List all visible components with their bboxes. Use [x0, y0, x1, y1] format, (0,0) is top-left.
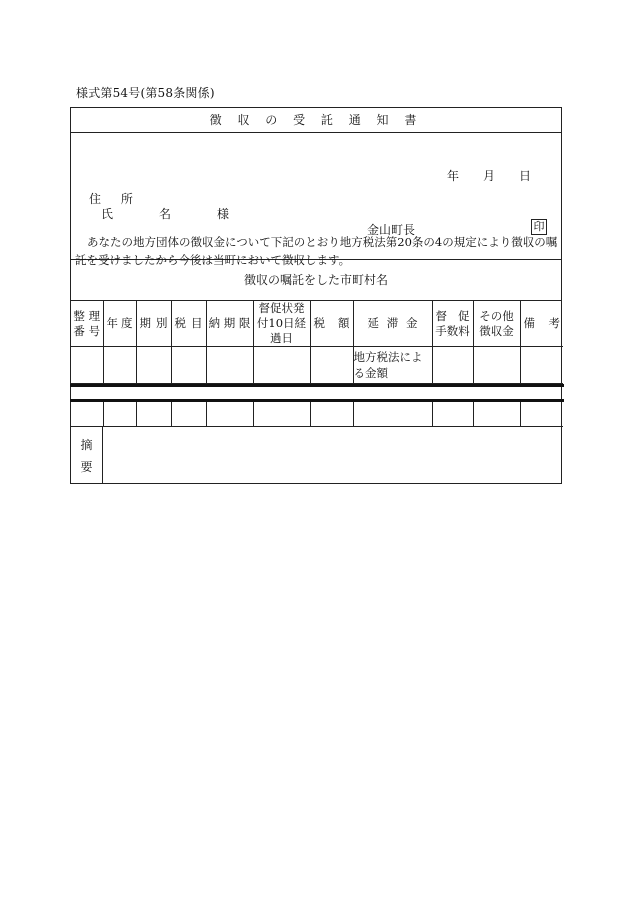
- cell-zeigaku[interactable]: [310, 347, 353, 384]
- col-other-top: その他: [479, 308, 514, 323]
- cell-entai-note: 地方税法による金額: [353, 347, 432, 384]
- table-row: [71, 402, 563, 427]
- col-entai-a: 延: [367, 316, 379, 330]
- name-sama: 様: [216, 207, 229, 221]
- col-nouki: 納 期 限: [206, 301, 253, 347]
- day-label: 日: [518, 169, 531, 183]
- col-entai-c: 金: [406, 316, 418, 330]
- omission-break: [71, 384, 561, 402]
- col-zeimoku-b: 目: [191, 316, 203, 330]
- cell-fee[interactable]: [432, 402, 473, 427]
- memo-section: [71, 427, 561, 483]
- month-label: 月: [482, 169, 495, 183]
- cell-tokusoku[interactable]: [253, 347, 310, 384]
- cell-zeimoku[interactable]: [171, 402, 206, 427]
- name-line: [101, 205, 229, 222]
- name-mei: 名: [158, 207, 171, 221]
- col-seiri-top: 整 理: [73, 308, 101, 323]
- col-fee-bottom: 手数料: [435, 323, 470, 338]
- col-fee-a: 督: [435, 308, 447, 323]
- form-title: 徴 収 の 受 託 通 知 書: [71, 108, 561, 133]
- col-biko-a: 備: [523, 316, 535, 330]
- col-tokusoku-1: 督促状発: [258, 301, 305, 315]
- col-zeimoku-a: 税: [174, 316, 186, 330]
- requesting-municipality-label: 徴収の嘱託をした市町村名: [71, 260, 561, 301]
- cell-seiri[interactable]: [71, 402, 103, 427]
- cell-other[interactable]: [473, 402, 520, 427]
- col-tokusoku-3: 過日: [270, 331, 293, 345]
- cell-nouki[interactable]: [206, 402, 253, 427]
- col-kibetsu-b: 別: [156, 316, 168, 330]
- cell-kibetsu[interactable]: [136, 402, 171, 427]
- cell-kibetsu[interactable]: [136, 347, 171, 384]
- col-tokusoku: [253, 301, 310, 347]
- cell-other[interactable]: [473, 347, 520, 384]
- cell-entai[interactable]: [353, 402, 432, 427]
- address-label: 住 所: [89, 192, 141, 206]
- col-kibetsu: [136, 301, 171, 347]
- col-entai-b: 滞: [386, 316, 399, 330]
- col-nendo: [103, 301, 136, 347]
- cell-zeigaku[interactable]: [310, 402, 353, 427]
- table-header-row: [71, 301, 563, 347]
- seal-stamp: 印: [531, 219, 547, 235]
- col-zeigaku: [310, 301, 353, 347]
- cell-fee[interactable]: [432, 347, 473, 384]
- col-kibetsu-a: 期: [139, 316, 151, 330]
- memo-label-b: 要: [80, 459, 93, 474]
- col-biko-b: 考: [548, 316, 560, 330]
- form-number-label: 様式第54号(第58条関係): [76, 86, 215, 100]
- mayor-title: 金山町長: [367, 223, 416, 237]
- cell-biko[interactable]: [520, 402, 563, 427]
- table-row: [71, 347, 563, 384]
- col-nendo-a: 年: [106, 316, 118, 330]
- cell-zeimoku[interactable]: [171, 347, 206, 384]
- col-nendo-b: 度: [121, 316, 133, 330]
- cell-nendo[interactable]: [103, 347, 136, 384]
- year-label: 年: [447, 169, 460, 183]
- notice-section: [71, 133, 561, 267]
- col-zeigaku-a: 税: [313, 316, 325, 330]
- cell-nendo[interactable]: [103, 402, 136, 427]
- memo-label: [71, 427, 103, 483]
- date-line: [447, 167, 531, 184]
- break-line-bottom: [70, 399, 564, 402]
- notice-body-text: あなたの地方団体の徴収金について下記のとおり地方税法第20条の4の規定により徴収の嘱託を受けましたから今後は当町において徴収します。: [75, 235, 558, 267]
- col-zeimoku: [171, 301, 206, 347]
- col-other-bottom: 徴収金: [479, 323, 514, 338]
- col-fee-b: 促: [458, 308, 470, 323]
- col-entai: [353, 301, 432, 347]
- memo-label-a: 摘: [80, 437, 93, 452]
- col-biko: [520, 301, 563, 347]
- cell-biko[interactable]: [520, 347, 563, 384]
- col-tokusoku-fee: [432, 301, 473, 347]
- col-seiri-bottom: 番 号: [73, 323, 101, 338]
- notice-form: [70, 107, 562, 484]
- cell-tokusoku[interactable]: [253, 402, 310, 427]
- collection-table-continued: [71, 402, 563, 427]
- col-tokusoku-2: 付10日経: [256, 316, 307, 330]
- col-seiri-bango: [71, 301, 103, 347]
- col-other-collection: [473, 301, 520, 347]
- break-line-top: [70, 384, 564, 387]
- collection-table: [71, 301, 563, 384]
- memo-field[interactable]: [103, 427, 561, 483]
- cell-nouki[interactable]: [206, 347, 253, 384]
- cell-seiri[interactable]: [71, 347, 103, 384]
- col-zeigaku-b: 額: [338, 316, 350, 330]
- name-shi: 氏: [101, 207, 114, 221]
